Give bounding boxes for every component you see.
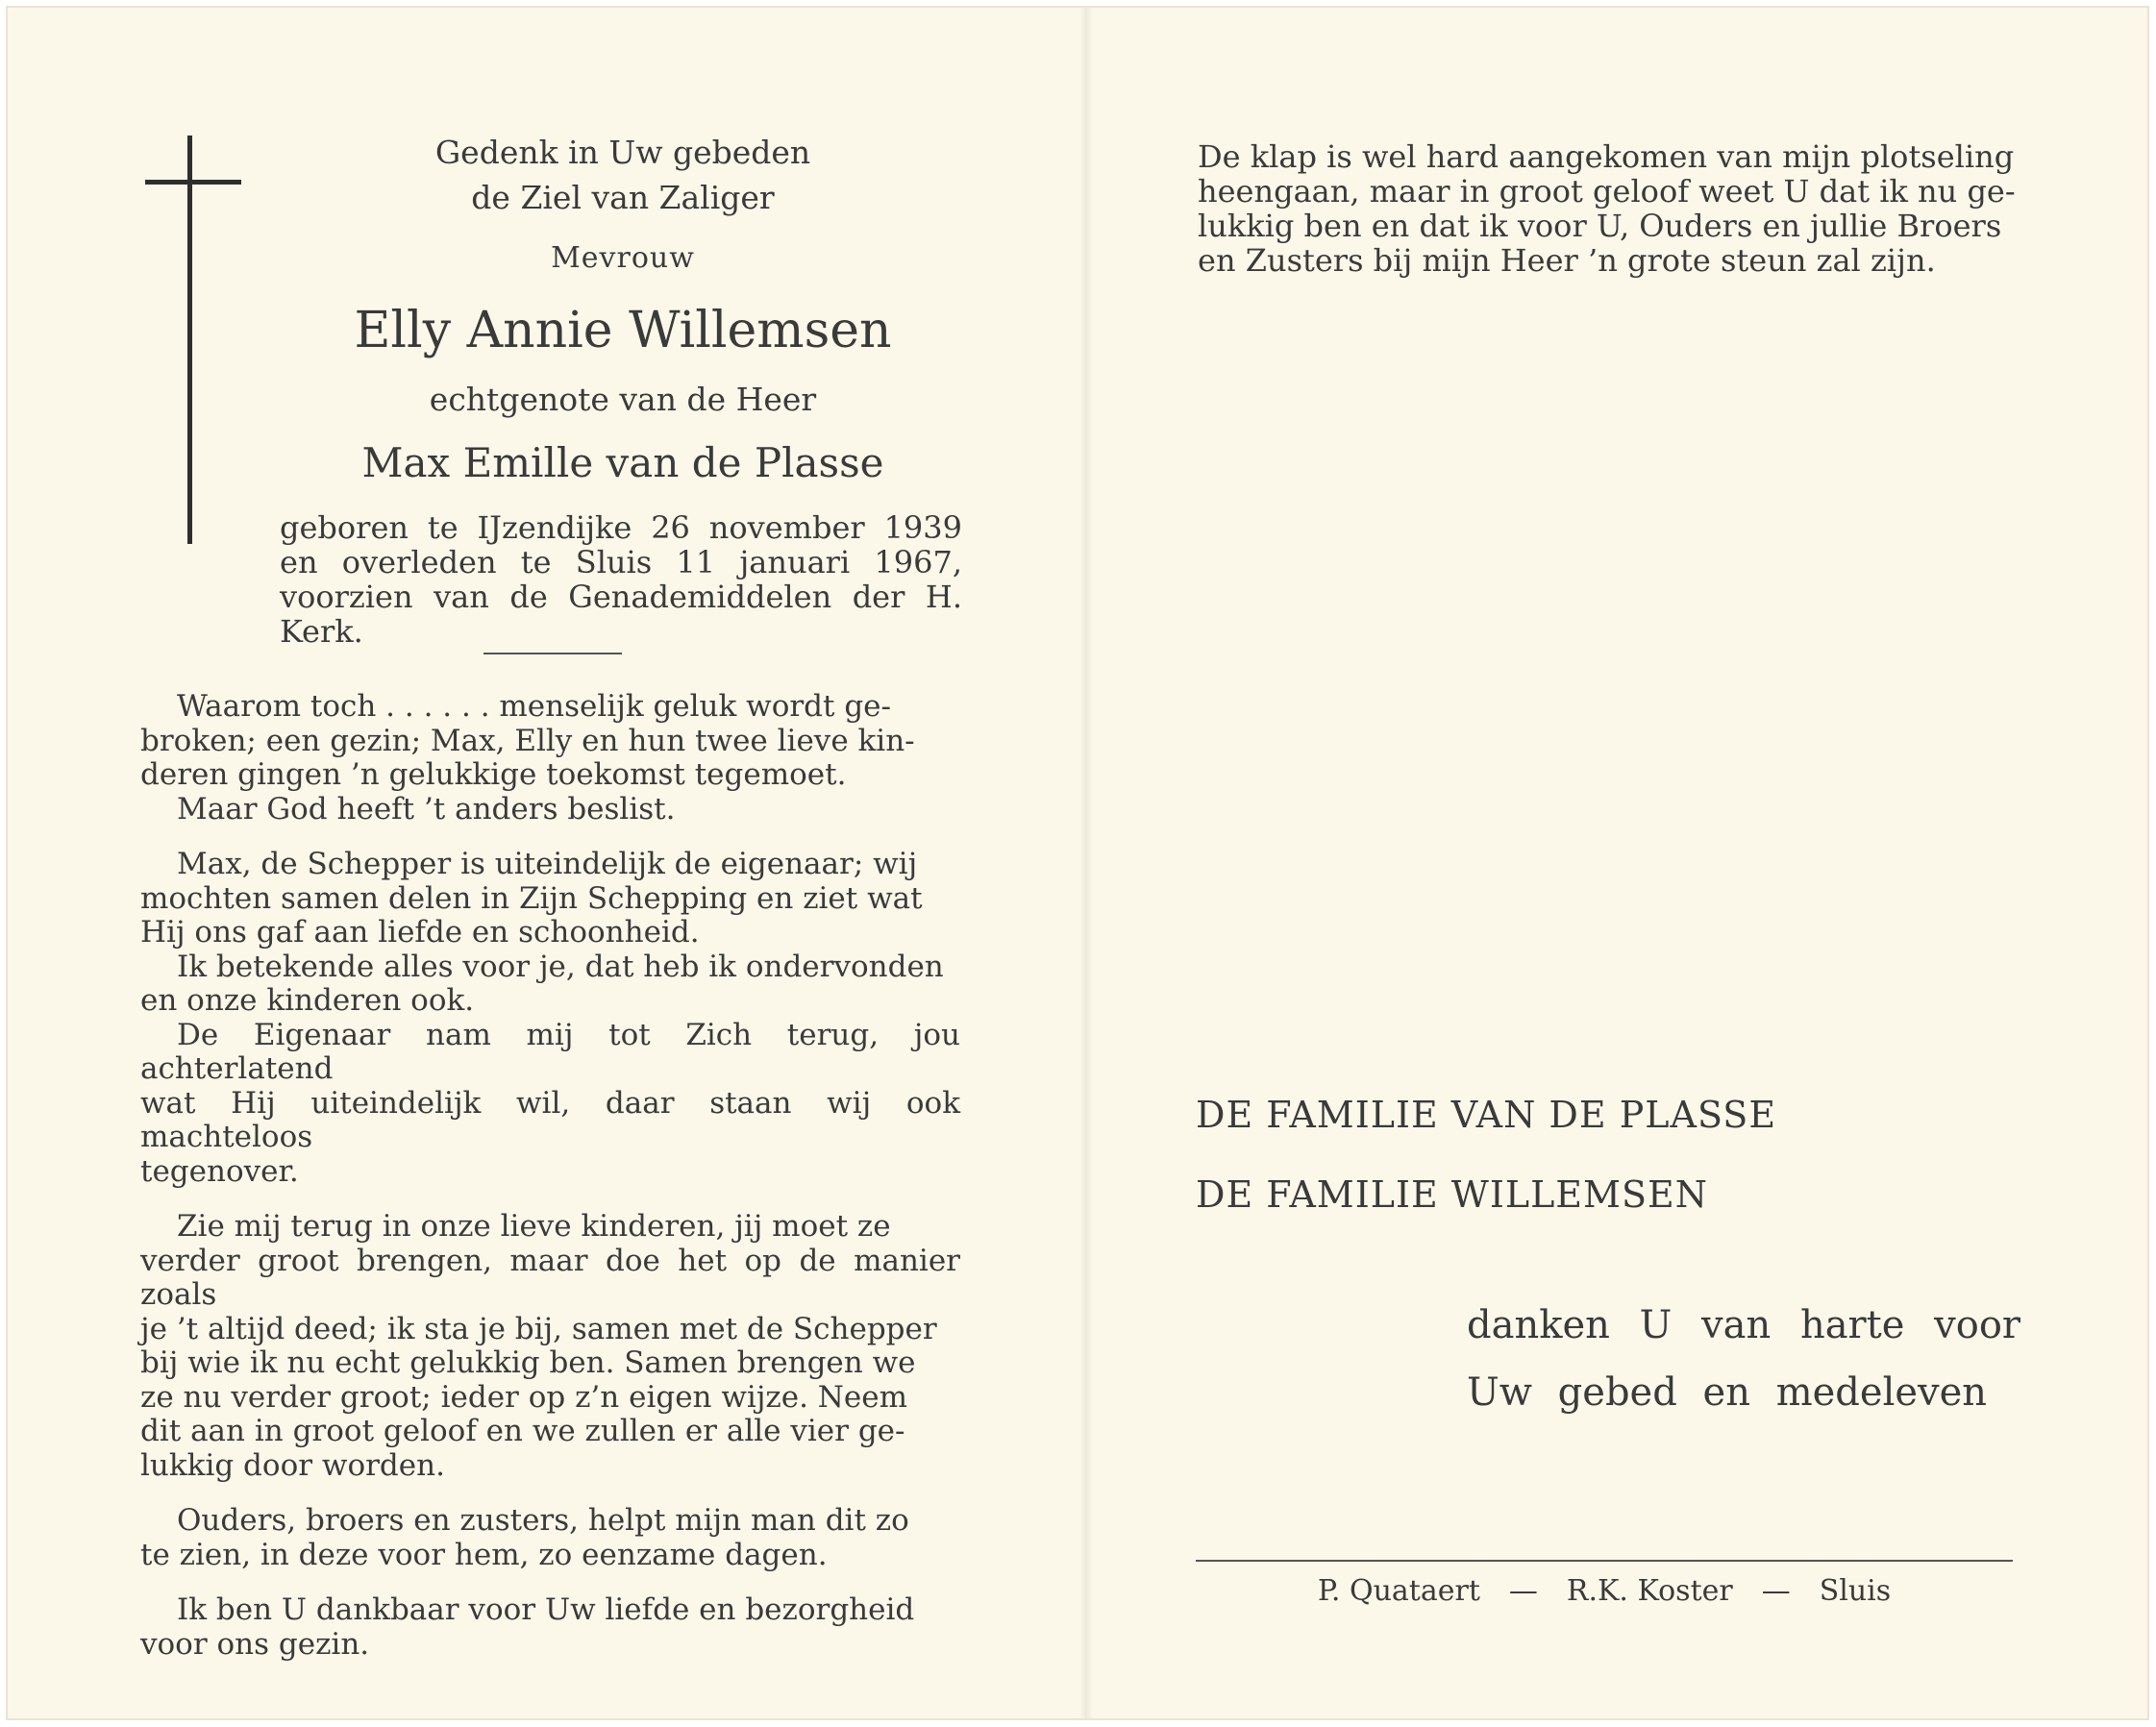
birth-line: van de Genademiddelen der H. Kerk. [280,579,963,650]
text-line: ze nu verder groot; ieder op z’n eigen wijze. Neem [140,1379,908,1415]
printer-name: P. Quataert [1317,1574,1480,1608]
paragraph-4 [140,1504,960,1572]
message-line: lukkig ben en dat ik voor U, Ouders en jullie Broers [1198,208,2002,244]
text-line: mochten samen delen in Zijn Schepping en ziet wat [140,880,923,916]
header-line-1: Gedenk in Uw gebeden [434,134,811,171]
paragraph-5 [140,1593,960,1662]
text-line: en onze kinderen ook. [140,983,475,1018]
text-line: dit aan in groot geloof en we zullen er alle vier ge- [140,1414,905,1448]
divider [483,653,622,654]
text-line: De Eigenaar nam mij tot Zich terug, jou achterlatend [140,1017,960,1086]
birth-death-details [280,510,962,649]
text-line: Hij ons gaf aan liefde en schoonheid. [140,915,700,950]
text-line: Waarom toch . . . . . . menselijk geluk wordt ge- [177,689,892,724]
printer-title: R.K. Koster [1566,1574,1733,1608]
text-line: te zien, in deze voor hem, zo eenzame dagen. [140,1537,828,1572]
text-line: je ’t altijd deed; ik sta je bij, samen met de Schepper [140,1311,937,1346]
paragraph-3 [140,1210,960,1483]
spouse-name: Max Emille van de Plasse [361,439,884,486]
text-line: bij wie ik nu echt gelukkig ben. Samen brengen we [140,1345,916,1380]
fold-crease [1079,8,1093,1718]
prayer-card [8,8,2147,1718]
separator: — [1761,1574,1791,1608]
text-line: Maar God heeft ’t anders beslist. [177,791,676,826]
text-line: verder groot brengen, maar doe het op de manier zoals [140,1243,960,1312]
family-name-2: DE FAMILIE WILLEMSEN [1196,1173,1708,1216]
text-line: tegenover. [140,1153,299,1189]
memorial-text [140,690,960,1683]
header-line-2: de Ziel van Zaliger [471,179,775,216]
text-line: lukkig door worden. [140,1447,445,1483]
memorial-header [277,130,969,486]
cross-icon-vertical [187,136,192,544]
thanks-line-2: Uw gebed en medeleven [1467,1370,1988,1415]
paragraph-2 [140,848,960,1189]
family-name-1: DE FAMILIE VAN DE PLASSE [1196,1094,1777,1136]
birth-line: geboren te IJzendijke 26 november 1939 en [280,509,962,580]
paragraph-1 [140,690,960,826]
cross-icon-horizontal [145,180,241,185]
birth-line: overleden te Sluis 11 januari 1967, voorzien [280,544,963,615]
text-line: Zie mij terug in onze lieve kinderen, jij moet ze [177,1209,891,1244]
text-line: voor ons gezin. [140,1626,370,1662]
message-line: en Zusters bij mijn Heer ’n grote steun zal zijn. [1198,242,1936,279]
spouse-intro: echtgenote van de Heer [429,381,817,418]
printer-place: Sluis [1819,1574,1892,1608]
message-line: De klap is wel hard aangekomen van mijn plotseling [1198,138,2015,175]
footer-divider [1196,1560,2013,1562]
text-line: deren gingen ’n gelukkige toekomst tegemoet. [140,757,847,792]
text-line: Ik ben U dankbaar voor Uw liefde en bezorgheid [177,1592,915,1627]
separator: — [1508,1574,1538,1608]
text-line: Ik betekende alles voor je, dat heb ik ondervonden [177,949,944,984]
message-from-deceased [1198,139,2018,278]
text-line: Max, de Schepper is uiteindelijk de eigenaar; wij [177,847,918,881]
text-line: broken; een gezin; Max, Elly en hun twee lieve kin- [140,723,915,758]
message-line: heengaan, maar in groot geloof weet U dat ik nu ge- [1198,173,2016,210]
salutation: Mevrouw [551,241,695,275]
deceased-name: Elly Annie Willemsen [354,302,892,359]
printer-imprint [1196,1574,2013,1608]
text-line: wat Hij uiteindelijk wil, daar staan wij ook machteloos [140,1085,960,1154]
text-line: Ouders, broers en zusters, helpt mijn man dit zo [177,1503,909,1538]
thanks-line-1: danken U van harte voor [1467,1303,2021,1347]
